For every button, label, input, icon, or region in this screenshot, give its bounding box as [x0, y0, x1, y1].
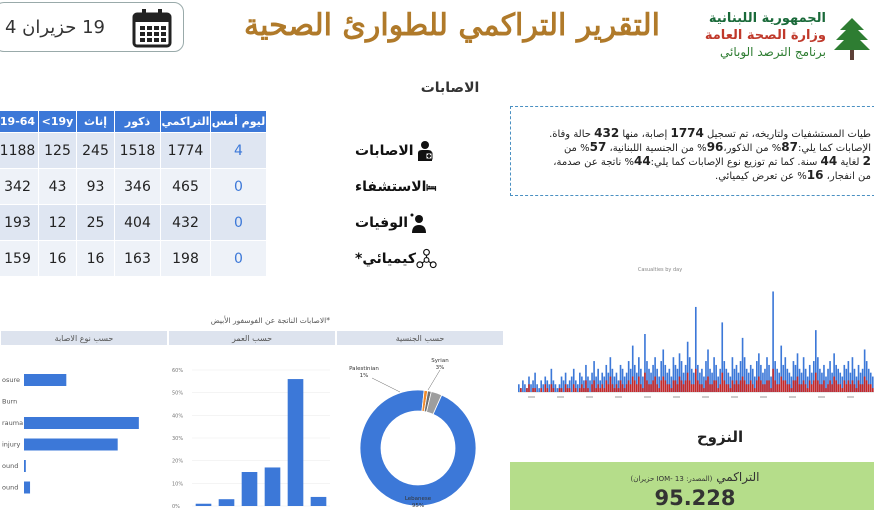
- bar: [650, 384, 652, 392]
- data-label: 1%: [359, 373, 369, 379]
- displacement-label: التراكمي (المصدر: IOM- 13 حزيران): [630, 470, 760, 484]
- table-cell: 0: [211, 241, 267, 277]
- section-title-casualties: الاصابات: [420, 80, 480, 96]
- bar: [719, 384, 721, 392]
- bar: [852, 380, 854, 392]
- bar: [638, 377, 640, 392]
- table-cell: 1518: [115, 133, 161, 169]
- summary-line: من انفجار، 16% عن تعرض كيميائي.: [715, 168, 871, 182]
- bar: [848, 380, 850, 392]
- bar: [837, 384, 839, 392]
- table-cell: 159: [0, 241, 39, 277]
- bar: [687, 373, 689, 392]
- bar: [620, 380, 622, 392]
- bar: [559, 388, 561, 392]
- bar: [196, 504, 212, 506]
- data-label: Lebanese: [404, 496, 432, 502]
- table-cell: 25: [77, 205, 115, 241]
- bar: [24, 482, 30, 494]
- daily-casualties-chart: [510, 262, 874, 414]
- pie-slice: [360, 390, 476, 506]
- bar: [24, 417, 139, 429]
- bar: [591, 384, 593, 392]
- bar: [551, 384, 553, 392]
- bar: [856, 388, 858, 392]
- org-line-3: برنامج الترصد الوبائي: [719, 45, 826, 59]
- bar: [571, 377, 573, 392]
- bar: [538, 388, 540, 392]
- bar: [846, 384, 848, 392]
- table-footnote: *الاصابات الناتجة عن الفوسفور الأبيض: [210, 316, 330, 325]
- bar: [624, 388, 626, 392]
- y-tick-label: rauma: [2, 419, 24, 427]
- bar: [841, 388, 843, 392]
- bar: [567, 388, 569, 392]
- row-label-text: الوفيات: [355, 215, 409, 231]
- row-label-deaths: [327, 205, 437, 241]
- bar: [524, 384, 526, 392]
- bar: [768, 380, 770, 392]
- bar: [581, 384, 583, 392]
- bar: [843, 380, 845, 392]
- bar: [652, 380, 654, 392]
- bar: [862, 384, 864, 392]
- bar: [605, 380, 607, 392]
- bar: [870, 384, 872, 392]
- bar: [793, 380, 795, 392]
- bar: [549, 384, 551, 392]
- bar: [709, 384, 711, 392]
- table-cell: 245: [77, 133, 115, 169]
- bar: [740, 380, 742, 392]
- bar: [656, 384, 658, 392]
- bar: [265, 467, 281, 506]
- hospital-bed-icon: [426, 176, 437, 198]
- bar: [618, 388, 620, 392]
- y-tick-label: 40%: [172, 413, 184, 420]
- bar: [695, 369, 697, 392]
- x-tick-label: [789, 396, 796, 398]
- bar: [610, 377, 612, 392]
- bar: [557, 388, 559, 392]
- bar: [780, 377, 782, 392]
- x-tick-label: [847, 396, 854, 398]
- bar: [699, 384, 701, 392]
- bar: [738, 384, 740, 392]
- bar: [528, 384, 530, 392]
- bar: [807, 388, 809, 392]
- bar: [563, 380, 565, 392]
- deceased-person-icon: [408, 212, 430, 234]
- bar: [685, 380, 687, 392]
- col-header: التراكمي: [161, 111, 211, 133]
- bar: [673, 380, 675, 392]
- row-label-text: كيميائي*: [355, 251, 416, 267]
- bar: [614, 388, 616, 392]
- bar: [599, 388, 601, 392]
- y-tick-label: osure: [2, 376, 21, 384]
- bar: [597, 384, 599, 392]
- report-date: 19 حزيران 4: [4, 17, 105, 38]
- summary-line: الإصابات كما يلي:87% من الذكور،96% من الجنسية اللبنانية، 57% من: [563, 140, 871, 154]
- row-label-casualties: [327, 133, 437, 169]
- cedar-logo-icon: [830, 14, 874, 62]
- bar: [760, 380, 762, 392]
- bar: [817, 380, 819, 392]
- bar: [764, 384, 766, 392]
- table-cell: 404: [115, 205, 161, 241]
- bar: [640, 384, 642, 392]
- table-row: [0, 205, 267, 241]
- bar: [831, 384, 833, 392]
- bar: [642, 388, 644, 392]
- chemical-molecule-icon: [416, 248, 437, 270]
- table-cell: 1188: [0, 133, 39, 169]
- bar: [522, 380, 524, 392]
- bar: [787, 384, 789, 392]
- bar: [24, 374, 66, 386]
- bar: [799, 384, 801, 392]
- summary-line: 2 لغاية 44 سنة. كما تم توزيع نوع الإصابات كما يلي:44% ناتجة عن صدمة،: [553, 154, 871, 168]
- table-row: [0, 133, 267, 169]
- bar: [569, 388, 571, 392]
- table-cell: 163: [115, 241, 161, 277]
- bar: [770, 388, 772, 392]
- organization-name: [676, 10, 826, 61]
- bar: [583, 388, 585, 392]
- bar: [864, 377, 866, 392]
- table-cell: 93: [77, 169, 115, 205]
- table-cell: 198: [161, 241, 211, 277]
- injured-person-icon: [414, 140, 436, 162]
- bar: [742, 377, 744, 392]
- bar: [797, 377, 799, 392]
- bar: [717, 388, 719, 392]
- y-tick-label: Burn: [2, 397, 18, 406]
- table-cell: 346: [115, 169, 161, 205]
- bar: [587, 388, 589, 392]
- bar: [691, 384, 693, 392]
- bar: [632, 377, 634, 392]
- header-by-nationality: حسب الجنسية: [336, 330, 504, 346]
- bar: [819, 384, 821, 392]
- bar: [866, 380, 868, 392]
- bar: [713, 380, 715, 392]
- bar: [646, 380, 648, 392]
- bar: [821, 384, 823, 392]
- nationality-chart: [336, 348, 504, 510]
- leader-line: [428, 370, 440, 390]
- bar: [654, 377, 656, 392]
- bar: [677, 384, 679, 392]
- y-tick-label: ound: [2, 462, 19, 470]
- bar: [776, 384, 778, 392]
- bar: [542, 384, 544, 392]
- x-tick-label: [731, 396, 738, 398]
- y-tick-label: 50%: [172, 390, 184, 397]
- row-label-hospitalization: [327, 169, 437, 205]
- bar: [242, 472, 258, 506]
- bar: [219, 499, 235, 506]
- bar: [705, 380, 707, 392]
- bar: [664, 380, 666, 392]
- bar: [860, 384, 862, 392]
- bar: [784, 380, 786, 392]
- x-tick-label: [586, 396, 593, 398]
- bar: [612, 384, 614, 392]
- col-header: 19-64: [0, 111, 39, 133]
- table-row: [0, 169, 267, 205]
- bar: [675, 380, 677, 392]
- bar: [579, 388, 581, 392]
- row-labels: [327, 133, 437, 277]
- table-cell: 432: [161, 205, 211, 241]
- bar: [703, 388, 705, 392]
- table-cell: 342: [0, 169, 39, 205]
- injury-type-chart: [0, 348, 168, 510]
- bar: [667, 384, 669, 392]
- bar: [772, 369, 774, 392]
- bar: [827, 384, 829, 392]
- header-by-injury-type: حسب نوع الاصابة: [0, 330, 168, 346]
- bar: [534, 388, 536, 392]
- bar: [532, 388, 534, 392]
- bar: [839, 384, 841, 392]
- bar: [288, 379, 304, 506]
- bar: [565, 384, 567, 392]
- summary-line: طيات المستشفيات ولتاريخه، تم تسجيل 1774 إصابة، منها 432 حالة وفاة.: [549, 126, 871, 140]
- bar: [809, 380, 811, 392]
- y-tick-label: injury: [2, 440, 21, 449]
- bar: [725, 384, 727, 392]
- chart-title: Casualties by day: [637, 267, 683, 273]
- summary-text: [510, 106, 874, 196]
- bar: [585, 380, 587, 392]
- bar: [811, 384, 813, 392]
- bar: [833, 377, 835, 392]
- displacement-value: 95.228: [654, 486, 736, 510]
- bar: [744, 380, 746, 392]
- bar: [752, 384, 754, 392]
- bar: [658, 388, 660, 392]
- bar: [683, 384, 685, 392]
- bar: [829, 380, 831, 392]
- bar: [813, 380, 815, 392]
- bar: [750, 380, 752, 392]
- table-cell: 16: [77, 241, 115, 277]
- bar: [736, 380, 738, 392]
- x-tick-label: [557, 396, 564, 398]
- age-chart: [168, 348, 336, 510]
- bar: [748, 384, 750, 392]
- row-label-chemical: [327, 241, 437, 277]
- bar: [835, 380, 837, 392]
- bar: [872, 388, 874, 392]
- bar: [728, 384, 730, 392]
- report-title: التقرير التراكمي للطوارئ الصحية: [243, 8, 660, 43]
- bar: [530, 384, 532, 392]
- x-tick-label: [673, 396, 680, 398]
- col-header: ذكور: [115, 111, 161, 133]
- bar: [608, 384, 610, 392]
- bar: [626, 384, 628, 392]
- x-tick-label: [760, 396, 767, 398]
- bar: [715, 380, 717, 392]
- bar: [803, 380, 805, 392]
- table-cell: 4: [211, 133, 267, 169]
- bar: [732, 380, 734, 392]
- bar: [734, 384, 736, 392]
- bar: [746, 384, 748, 392]
- bar: [595, 388, 597, 392]
- bar: [795, 380, 797, 392]
- y-tick-label: 60%: [172, 368, 184, 374]
- bar: [689, 380, 691, 392]
- bar: [628, 380, 630, 392]
- bar: [589, 380, 591, 392]
- bar: [648, 384, 650, 392]
- bar: [518, 384, 520, 392]
- bar: [671, 388, 673, 392]
- bar: [561, 388, 563, 392]
- y-tick-label: 30%: [172, 436, 184, 442]
- bar: [546, 388, 548, 392]
- row-label-text: الاصابات: [355, 143, 414, 159]
- bar: [660, 380, 662, 392]
- breakdown-headers: [0, 330, 504, 346]
- bar: [644, 373, 646, 392]
- bar: [577, 384, 579, 392]
- bar: [681, 380, 683, 392]
- bar: [636, 384, 638, 392]
- col-header: ليوم أمس: [211, 111, 267, 133]
- bar: [634, 380, 636, 392]
- col-header: إناث: [77, 111, 115, 133]
- bar: [616, 384, 618, 392]
- table-cell: 193: [0, 205, 39, 241]
- x-tick-label: [528, 396, 535, 398]
- bar: [679, 377, 681, 392]
- bar: [858, 380, 860, 392]
- bar: [789, 384, 791, 392]
- header-by-age: حسب العمر: [168, 330, 336, 346]
- bar: [721, 373, 723, 392]
- y-tick-label: 0%: [172, 504, 180, 510]
- table-cell: 0: [211, 169, 267, 205]
- bar: [758, 377, 760, 392]
- bar: [693, 384, 695, 392]
- y-tick-label: 20%: [172, 458, 184, 465]
- bar: [526, 388, 528, 392]
- bar: [575, 388, 577, 392]
- bar: [630, 384, 632, 392]
- y-tick-label: ound: [2, 483, 19, 492]
- bar: [823, 380, 825, 392]
- calendar-icon: [131, 7, 173, 49]
- table-cell: 16: [39, 241, 77, 277]
- bar: [815, 373, 817, 392]
- org-line-1: الجمهورية اللبنانية: [708, 11, 826, 26]
- bar: [854, 384, 856, 392]
- table-cell: 465: [161, 169, 211, 205]
- bar: [662, 377, 664, 392]
- bar: [697, 380, 699, 392]
- bar: [801, 384, 803, 392]
- bar: [730, 388, 732, 392]
- bar: [536, 384, 538, 392]
- bar: [24, 439, 118, 451]
- bar: [766, 380, 768, 392]
- bar: [825, 388, 827, 392]
- bar: [669, 384, 671, 392]
- table-row: [0, 241, 267, 277]
- x-tick-label: [615, 396, 622, 398]
- x-tick-label: [644, 396, 651, 398]
- bar: [756, 380, 758, 392]
- bar: [601, 384, 603, 392]
- bar: [553, 388, 555, 392]
- table-cell: 12: [39, 205, 77, 241]
- bar: [754, 388, 756, 392]
- bar: [622, 384, 624, 392]
- bar: [778, 384, 780, 392]
- bar: [603, 388, 605, 392]
- table-cell: 43: [39, 169, 77, 205]
- bar: [520, 388, 522, 392]
- x-tick-label: [818, 396, 825, 398]
- row-label-text: الاستشفاء: [355, 179, 427, 195]
- bar: [540, 388, 542, 392]
- col-header: <19y: [39, 111, 77, 133]
- org-line-2: وزارة الصحة العامة: [704, 28, 826, 43]
- table-cell: 125: [39, 133, 77, 169]
- y-tick-label: 10%: [172, 481, 184, 488]
- bar: [791, 388, 793, 392]
- bar: [573, 384, 575, 392]
- bar: [593, 380, 595, 392]
- table-cell: 1774: [161, 133, 211, 169]
- leader-line: [372, 378, 400, 392]
- bar: [311, 497, 327, 506]
- bar: [868, 384, 870, 392]
- date-box: [0, 2, 184, 52]
- bar: [782, 380, 784, 392]
- bar: [762, 384, 764, 392]
- casualties-table: [0, 110, 267, 277]
- displacement-box: [510, 462, 874, 510]
- bar: [707, 377, 709, 392]
- displacement-title: النزوح: [696, 428, 744, 446]
- bar: [711, 384, 713, 392]
- bar: [723, 380, 725, 392]
- x-tick-label: [702, 396, 709, 398]
- bar: [850, 384, 852, 392]
- bar: [544, 384, 546, 392]
- bar: [774, 380, 776, 392]
- bar: [24, 460, 26, 472]
- bar: [805, 384, 807, 392]
- data-label: Palestinian: [349, 366, 379, 372]
- data-label: 95%: [411, 503, 425, 509]
- table-cell: 0: [211, 205, 267, 241]
- bar: [555, 384, 557, 392]
- bar: [701, 384, 703, 392]
- data-label: Syrian: [431, 358, 449, 364]
- data-label: 3%: [435, 365, 445, 371]
